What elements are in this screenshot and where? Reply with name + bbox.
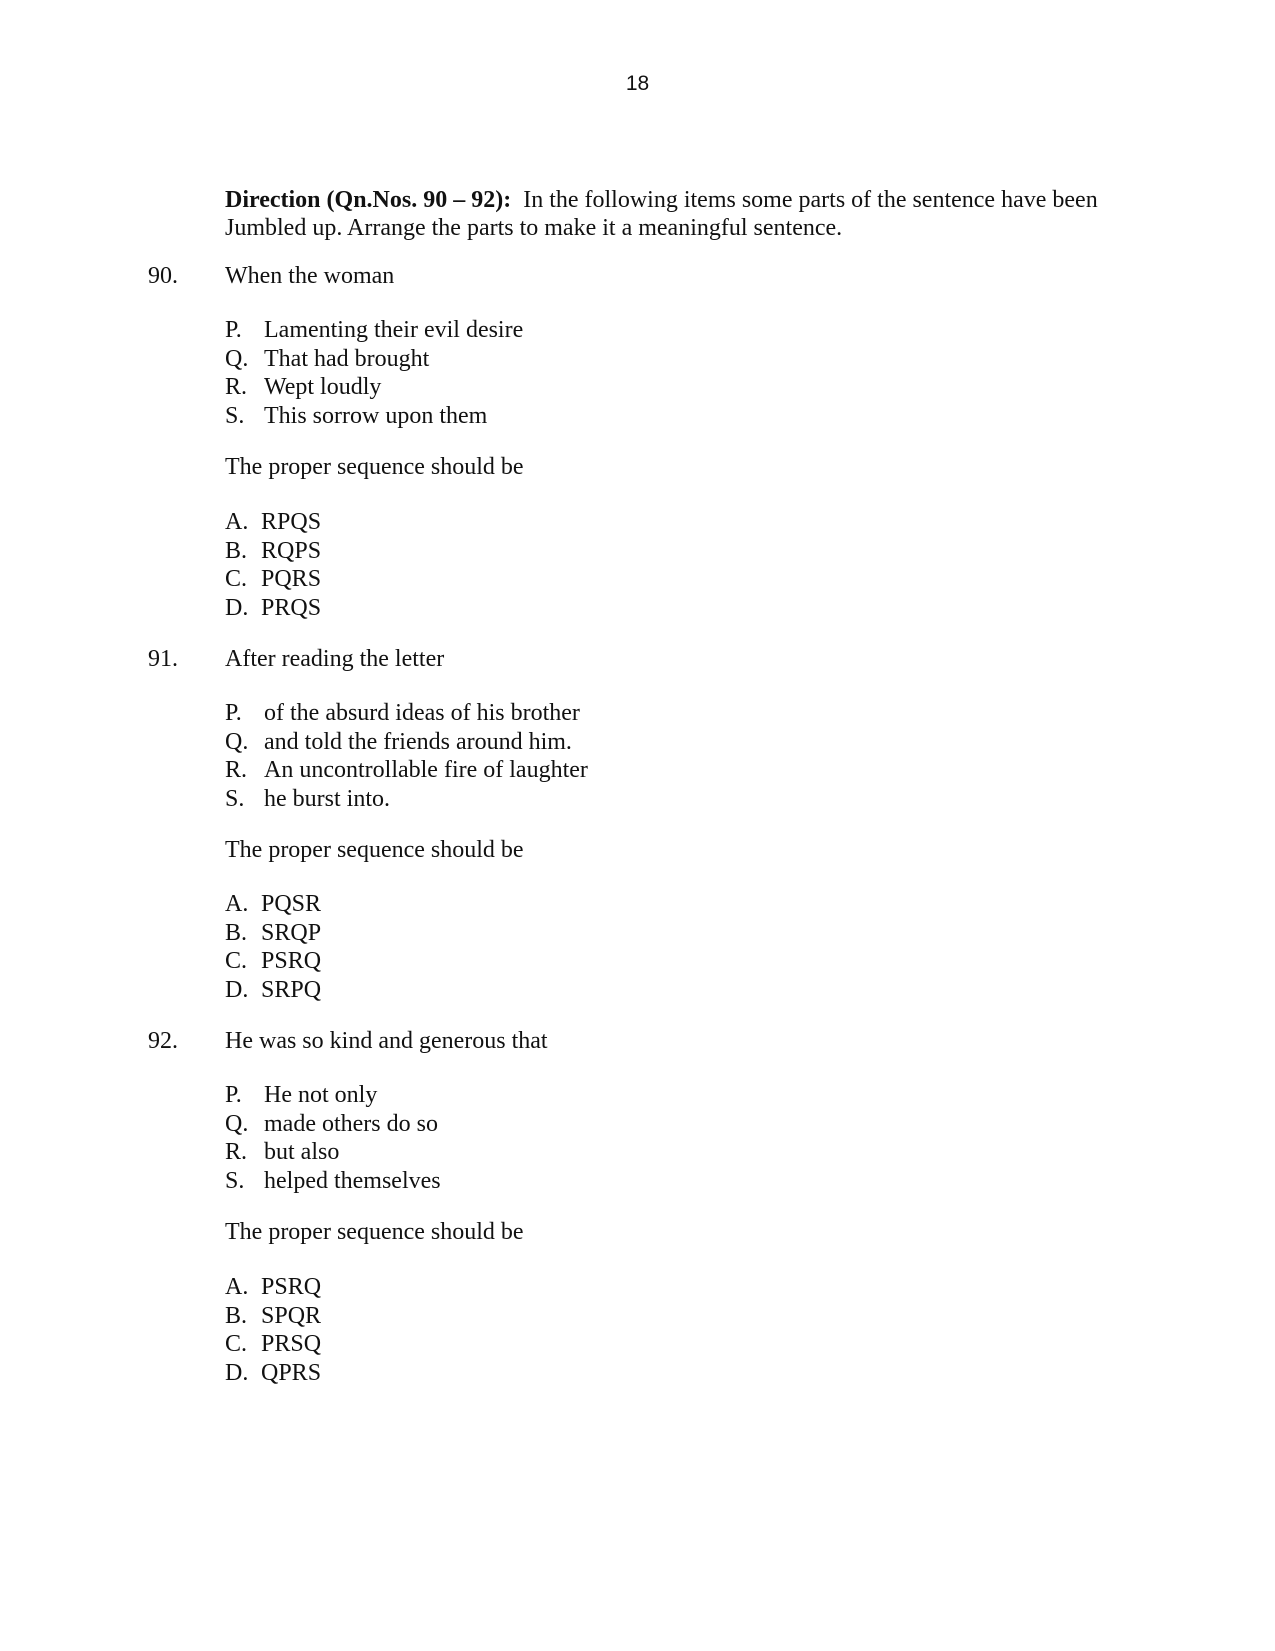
option-letter: D. (225, 1360, 249, 1387)
part-text: Wept loudly (264, 374, 382, 401)
part-letter: R. (225, 757, 248, 784)
option-text: PRSQ (261, 1331, 322, 1358)
question-stem: When the woman (225, 263, 395, 289)
part-r (225, 373, 523, 402)
option-c[interactable] (225, 947, 321, 976)
option-text: SRQP (261, 919, 322, 946)
part-q (225, 728, 588, 757)
option-text: PSRQ (261, 1274, 322, 1300)
question-stem: He was so kind and generous that (225, 1028, 548, 1054)
option-letter: B. (225, 1302, 248, 1329)
page-number: 18 (625, 72, 650, 95)
option-text: PSRQ (261, 948, 322, 975)
option-text: QPRS (261, 1360, 322, 1387)
part-q (225, 1110, 441, 1139)
option-b[interactable] (225, 1302, 321, 1331)
part-letter: Q. (225, 345, 249, 372)
direction-text: In the following items some parts of the sentence have been Jumbled up. Arrange the parts to make it a meaningful sentence. (225, 187, 1098, 241)
part-letter: P. (225, 317, 242, 343)
part-text: This sorrow upon them (264, 403, 488, 430)
option-a[interactable] (225, 1273, 321, 1302)
part-r (225, 756, 588, 785)
part-text: made others do so (264, 1110, 438, 1137)
option-c[interactable] (225, 1330, 321, 1359)
question-number: 91. (148, 646, 178, 672)
part-letter: Q. (225, 1110, 249, 1137)
part-letter: R. (225, 374, 248, 401)
jumbled-parts-list (225, 316, 523, 431)
option-text: RQPS (261, 537, 322, 564)
option-text: SRPQ (261, 977, 322, 1004)
option-c[interactable] (225, 565, 321, 594)
option-letter: A. (225, 1274, 249, 1300)
part-text: he burst into. (264, 786, 390, 813)
option-a[interactable] (225, 508, 321, 537)
option-d[interactable] (225, 1359, 321, 1388)
part-s (225, 785, 588, 814)
option-letter: B. (225, 919, 248, 946)
option-d[interactable] (225, 594, 321, 623)
option-letter: B. (225, 537, 248, 564)
option-letter: C. (225, 566, 248, 593)
option-letter: A. (225, 891, 249, 917)
answer-options-list (225, 890, 321, 1005)
jumbled-parts-list (225, 1081, 441, 1196)
question-number: 92. (148, 1028, 178, 1054)
part-r (225, 1138, 441, 1167)
answer-options-list (225, 508, 321, 623)
part-text: That had brought (264, 345, 430, 372)
part-p (225, 1081, 441, 1110)
question-number: 90. (148, 263, 178, 289)
part-text: An uncontrollable fire of laughter (264, 757, 588, 784)
option-b[interactable] (225, 919, 321, 948)
part-s (225, 1167, 441, 1196)
option-text: PQRS (261, 566, 322, 593)
part-letter: S. (225, 786, 245, 813)
part-letter: S. (225, 1168, 245, 1195)
part-letter: Q. (225, 728, 249, 755)
option-text: PQSR (261, 891, 322, 917)
part-letter: S. (225, 403, 245, 430)
sequence-prompt: The proper sequence should be (225, 1219, 524, 1245)
part-text: He not only (264, 1082, 378, 1108)
part-s (225, 402, 523, 431)
direction-paragraph (225, 186, 1185, 242)
option-a[interactable] (225, 890, 321, 919)
option-letter: D. (225, 977, 249, 1004)
option-b[interactable] (225, 537, 321, 566)
part-letter: P. (225, 1082, 242, 1108)
answer-options-list (225, 1273, 321, 1388)
option-letter: C. (225, 1331, 248, 1358)
part-letter: P. (225, 700, 242, 726)
sequence-prompt: The proper sequence should be (225, 837, 524, 863)
option-letter: D. (225, 595, 249, 622)
option-d[interactable] (225, 976, 321, 1005)
part-text: and told the friends around him. (264, 728, 572, 755)
part-p (225, 316, 523, 345)
option-text: RPQS (261, 509, 322, 535)
part-q (225, 345, 523, 374)
question-stem: After reading the letter (225, 646, 445, 672)
jumbled-parts-list (225, 699, 588, 814)
part-text: but also (264, 1139, 340, 1166)
option-text: SPQR (261, 1302, 322, 1329)
option-text: PRQS (261, 595, 322, 622)
sequence-prompt: The proper sequence should be (225, 454, 524, 480)
part-text: helped themselves (264, 1168, 441, 1195)
part-text: of the absurd ideas of his brother (264, 700, 580, 726)
part-text: Lamenting their evil desire (264, 317, 524, 343)
direction-label: Direction (Qn.Nos. 90 – 92): (225, 187, 512, 213)
part-letter: R. (225, 1139, 248, 1166)
part-p (225, 699, 588, 728)
option-letter: A. (225, 509, 249, 535)
option-letter: C. (225, 948, 248, 975)
